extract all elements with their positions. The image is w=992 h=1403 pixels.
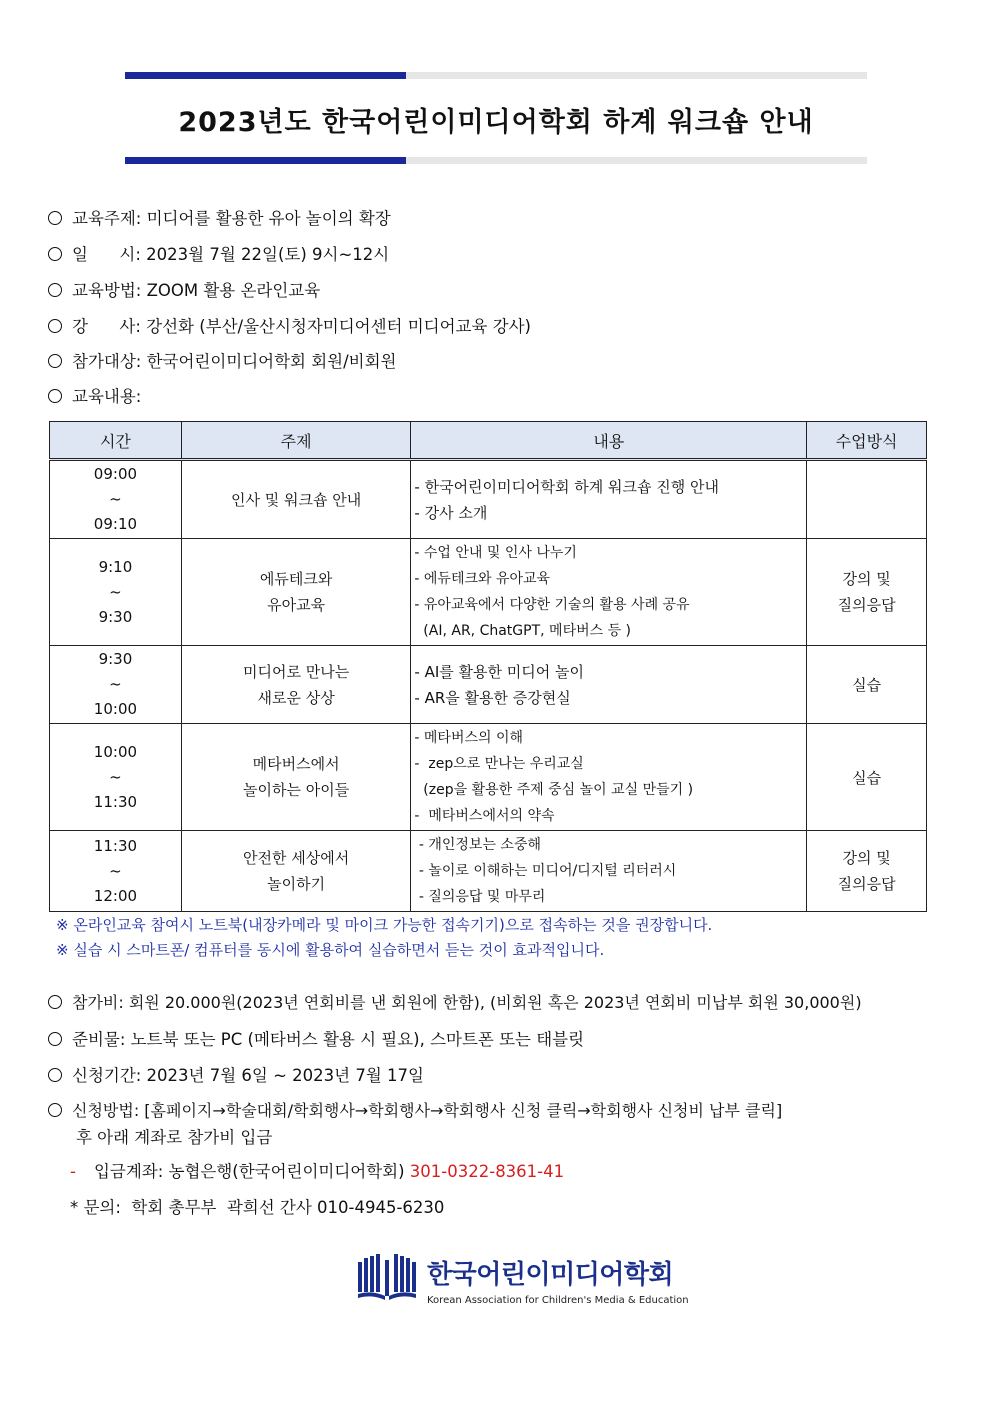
title-bar-top: [125, 72, 867, 79]
content-cell: - 한국어린이미디어학회 하계 워크숍 진행 안내 - 강사 소개: [411, 460, 807, 539]
info-instructor: 강 사: 강선화 (부산/울산시청자미디어센터 미디어교육 강사): [48, 317, 531, 337]
page-title: 2023년도 한국어린이미디어학회 하계 워크숍 안내: [178, 107, 814, 138]
table-row: [50, 831, 927, 912]
table-header-row: [50, 422, 927, 460]
circle-bullet-icon: [48, 247, 62, 261]
header-time: 시간: [50, 422, 182, 460]
content-cell: - 수업 안내 및 인사 나누기 - 에듀테크와 유아교육 - 유아교육에서 다양한 기술의 활용 사례 공유 (AI, AR, ChatGPT, 메타버스 등 ): [411, 539, 807, 646]
logo-english-name: Korean Association for Children's Media & Education: [427, 1295, 689, 1306]
prep-line: 준비물: 노트북 또는 PC (메타버스 활용 시 필요), 스마트폰 또는 태블릿: [48, 1026, 584, 1050]
time-cell: 09:00 ~ 09:10: [50, 460, 182, 539]
content-cell: - AI를 활용한 미디어 놀이 - AR을 활용한 증강현실: [411, 646, 807, 724]
circle-bullet-icon: [48, 354, 62, 368]
fee-line: 참가비: 회원 20.000원(2023년 연회비를 낸 회원에 한함), (비회원 혹은 2023년 연회비 미납부 회원 30,000원): [48, 990, 862, 1013]
info-method: 교육방법: ZOOM 활용 온라인교육: [48, 281, 320, 301]
header-method: 수업방식: [807, 422, 927, 460]
apply-method-line: 신청방법: [홈페이지→학술대회/학회행사→학회행사→학회행사 신청 클릭→학회행사 신청비 납부 클릭]: [48, 1098, 948, 1121]
contact-line: * 문의: 학회 총무부 곽희선 간사 010-4945-6230: [70, 1198, 445, 1217]
info-date: 일 시: 2023월 7월 22일(토) 9시~12시: [48, 245, 389, 265]
circle-bullet-icon: [48, 1103, 62, 1117]
header-topic: 주제: [181, 422, 411, 460]
account-number: 301-0322-8361-41: [409, 1162, 565, 1181]
topic-cell: 인사 및 워크숍 안내: [181, 460, 411, 539]
time-cell: 9:30 ~ 10:00: [50, 646, 182, 724]
header-content: 내용: [411, 422, 807, 460]
time-cell: 9:10 ~ 9:30: [50, 539, 182, 646]
table-row: [50, 646, 927, 724]
method-cell: [807, 460, 927, 539]
table-row: [50, 460, 927, 539]
schedule-table: [49, 421, 927, 912]
circle-bullet-icon: [48, 1068, 62, 1082]
topic-cell: 에듀테크와 유아교육: [181, 539, 411, 646]
book-logo-icon: [357, 1254, 417, 1300]
method-cell: 실습: [807, 646, 927, 724]
info-topic: 교육주제: 미디어를 활용한 유아 놀이의 확장: [48, 209, 391, 229]
society-logo: [357, 1254, 689, 1306]
method-cell: 강의 및 질의응답: [807, 539, 927, 646]
circle-bullet-icon: [48, 1032, 62, 1046]
table-row: [50, 539, 927, 646]
apply-method-line2: 후 아래 계좌로 참가비 입금: [76, 1128, 273, 1147]
circle-bullet-icon: [48, 995, 62, 1009]
period-line: 신청기간: 2023년 7월 6일 ~ 2023년 7월 17일: [48, 1062, 424, 1086]
circle-bullet-icon: [48, 389, 62, 403]
logo-korean-name: 한국어린이미디어학회: [427, 1260, 674, 1290]
topic-cell: 메타버스에서 놀이하는 아이들: [181, 724, 411, 831]
content-cell: - 개인정보는 소중해 - 놀이로 이해하는 미디어/디지털 리터러시 - 질의응답 및 마무리: [411, 831, 807, 912]
circle-bullet-icon: [48, 211, 62, 225]
circle-bullet-icon: [48, 283, 62, 297]
time-cell: 10:00 ~ 11:30: [50, 724, 182, 831]
topic-cell: 안전한 세상에서 놀이하기: [181, 831, 411, 912]
note-laptop: ※ 온라인교육 참여시 노트북(내장카메라 및 마이크 가능한 접속기기)으로 접속하는 것을 권장합니다.: [56, 916, 713, 934]
content-cell: - 메타버스의 이해 - zep으로 만나는 우리교실 (zep을 활용한 주제 중심 놀이 교실 만들기 ) - 메타버스에서의 약속: [411, 724, 807, 831]
note-smartphone: ※ 실습 시 스마트폰/ 컴퓨터를 동시에 활용하여 실습하면서 듣는 것이 효과적입니다.: [56, 941, 605, 959]
topic-cell: 미디어로 만나는 새로운 상상: [181, 646, 411, 724]
info-target: 참가대상: 한국어린이미디어학회 회원/비회원: [48, 352, 396, 372]
title-bar-bottom: [125, 157, 867, 164]
method-cell: 실습: [807, 724, 927, 831]
time-cell: 11:30 ~ 12:00: [50, 831, 182, 912]
account-line: - 입금계좌: 농협은행(한국어린이미디어학회) 301-0322-8361-41: [70, 1162, 565, 1181]
info-contents: 교육내용:: [48, 387, 141, 407]
circle-bullet-icon: [48, 319, 62, 333]
table-row: [50, 724, 927, 831]
method-cell: 강의 및 질의응답: [807, 831, 927, 912]
